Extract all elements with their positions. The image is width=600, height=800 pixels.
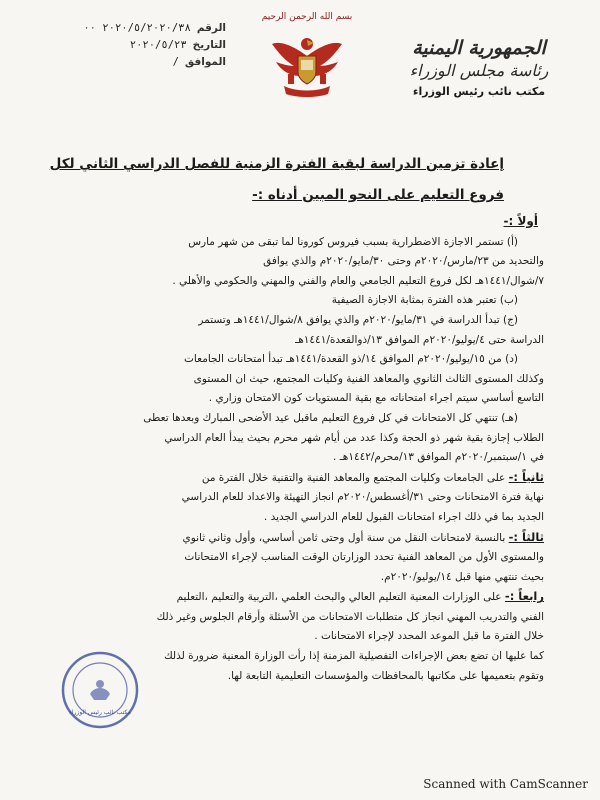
section-4-line-1: على الوزارات المعنية التعليم العالي والبحث العلمي ،التربية والتعليم ،التعليم xyxy=(176,591,502,604)
stamp-text: مكتب نائب رئيس الوزراء xyxy=(69,709,131,716)
clause-a-line-1: (أ) تستمر الاجازة الاضطرارية بسبب فيروس كورونا لما تبقى من شهر مارس xyxy=(188,235,518,248)
clause-e-line-1: (هـ) تنتهي كل الامتحانات في كل فروع التعليم ماقبل عيد الأضحى المبارك وبعدها تعطى xyxy=(143,411,518,424)
clause-c-line-1: (ج) تبدأ الدراسة في ٣١/مايو/٢٠٢٠م والذي يوافق ٨/شوال/١٤٤١هـ وتستمر xyxy=(198,313,518,326)
attach-value: / xyxy=(172,56,179,68)
section-4-line-5: وتقوم بتعميمها على مكاتبها بالمحافظات والمؤسسات التعليمية التابعة لها. xyxy=(227,669,544,682)
ref-value: ٢٠٢٠/٥/٢٠٢٠/٣٨ ٠٠ xyxy=(83,22,191,34)
clause-d-line-2: وكذلك المستوى الثالث الثانوي والمعاهد الفنية وكليات المجتمع، حيث ان المستوى xyxy=(193,372,544,385)
clause-e-line-3: في ١/سبتمبر/٢٠٢٠م الموافق ١٣/محرم/١٤٤٢هـ . xyxy=(333,451,544,464)
clause-a-line-3: ٧/شوال/١٤٤١هـ لكل فروع التعليم الجامعي والعام والفني والمهني والحكومي والأهلي . xyxy=(172,274,544,287)
attach-row xyxy=(76,54,226,71)
section-4-line-4: كما عليها ان تضع بعض الإجراءات التفصيلية المزمنة إذا رأت الوزارة المعنية ضرورة لذلك xyxy=(164,650,544,663)
clause-b-line-1: (ب) تعتبر هذه الفترة بمثابة الاجازة الصيفية xyxy=(331,294,518,307)
section-3-line-3: بحيث تنتهي منها قبل ١٤/يوليو/٢٠٢٠م. xyxy=(380,570,544,583)
letter-body xyxy=(74,212,544,686)
official-stamp-icon xyxy=(60,650,140,730)
subject-line-2: فروع التعليم على النحو المبين أدناه :- xyxy=(252,187,504,203)
subject-line-1: إعادة تزمين الدراسة لبقية الفترة الزمنية للفصل الدراسي الثاني لكل xyxy=(49,156,504,172)
eagle-emblem-icon xyxy=(268,26,346,104)
office-title: مكتب نائب رئيس الوزراء xyxy=(412,85,546,98)
date-row xyxy=(76,37,226,54)
clause-d-line-1: (د) من ١٥/يوليو/٢٠٢٠م الموافق ١٤/ذو القعدة/١٤٤١هـ تبدأ امتحانات الجامعات xyxy=(184,353,518,366)
section-2-line-1: على الجامعات وكليات المجتمع والمعاهد الفنية والتقنية خلال الفترة من xyxy=(201,471,506,484)
section-3-line-1: بالنسبة لامتحانات النقل من سنة أول وحتى ثامن أساسي، وأول وثاني ثانوي xyxy=(182,531,506,544)
date-value: ٢٠٢٠/٥/٢٣ xyxy=(129,39,187,51)
clause-c-line-2: الدراسة حتى ٤/يوليو/٢٠٢٠م الموافق ١٣/ذوالقعدة/١٤٤١هـ xyxy=(295,333,544,346)
section-2-line-3: الجديد بما في ذلك اجراء امتحانات القبول للعام الدراسي الجديد . xyxy=(263,510,544,523)
letterhead xyxy=(14,8,586,126)
presidency-title: رئاسة مجلس الوزراء xyxy=(409,61,549,80)
section-3-line-2: والمستوى الأول من المعاهد الفنية تحدد الوزارتان الوقت المناسب لإجراء الامتحانات xyxy=(184,551,544,564)
date-label: التاريخ xyxy=(192,39,226,51)
attach-label: الموافق xyxy=(184,56,226,68)
scanner-watermark: Scanned with CamScanner xyxy=(423,777,588,791)
republic-title: الجمهورية اليمنية xyxy=(412,37,546,59)
issuer-block xyxy=(394,36,564,100)
section-2-heading: ثانياً :- xyxy=(508,469,544,484)
clause-d-line-3: التاسع أساسي سيتم اجراء امتحاناته مع بقية المستويات كون الامتحان وزاري . xyxy=(208,392,544,405)
section-3-heading: ثالثاً :- xyxy=(508,529,544,544)
ref-label: الرقم xyxy=(196,22,226,34)
clause-e-line-2: الطلاب إجازة بقية شهر ذو الحجة وكذا عدد من أيام شهر محرم بحيث يبدأ العام الدراسي xyxy=(164,431,544,444)
section-4-line-2: الفني والتدريب المهني انجاز كل متطلبات الامتحانات من الأسئلة وأرقام الجلوس وغير ذلك xyxy=(156,610,544,623)
ref-row xyxy=(76,20,226,37)
reference-block xyxy=(76,20,226,71)
section-2-line-2: نهاية فترة الامتحانات وحتى ٣١/أغسطس/٢٠٢٠م انجاز التهيئة والاعداد للعام الدراسي xyxy=(181,491,544,504)
emblem-block xyxy=(252,10,362,104)
basmala: بسم الله الرحمن الرحيم xyxy=(261,12,353,22)
clause-a-line-2: والتحديد من ٢٣/مارس/٢٠٢٠م وحتى ٣٠/مايو/٢٠٢٠م والذي يوافق xyxy=(263,255,544,268)
section-4-line-3: خلال الفترة ما قبل الموعد المحدد لإجراء الامتحانات . xyxy=(314,630,544,643)
section-1-heading: أولاً :- xyxy=(503,214,538,228)
section-4-heading: رابعاً :- xyxy=(504,589,544,604)
